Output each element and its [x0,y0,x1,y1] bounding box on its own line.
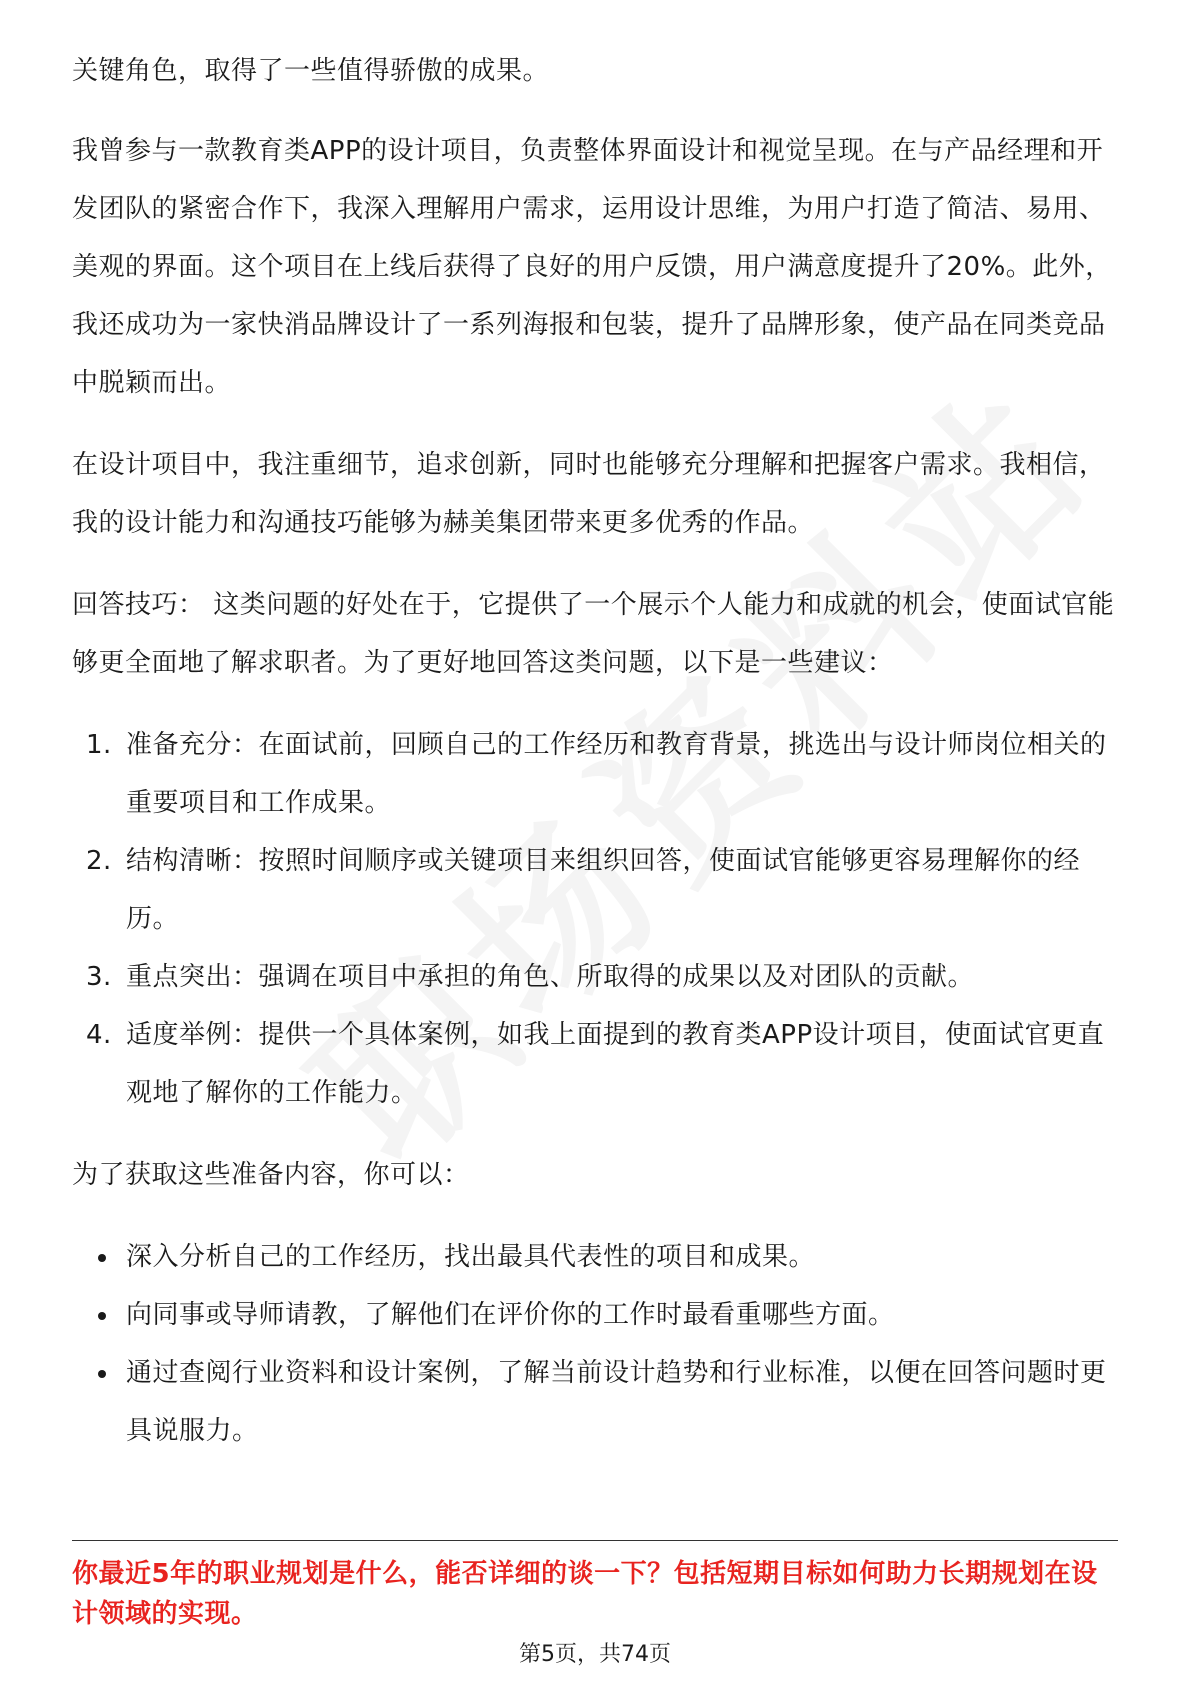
list-item-text: 准备充分：在面试前，回顾自己的工作经历和教育背景，挑选出与设计师岗位相关的重要项目和工作成果。 [126,730,1107,818]
list-item-number: 3. [86,962,112,992]
list-item-text: 深入分析自己的工作经历，找出最具代表性的项目和成果。 [126,1242,816,1272]
section-divider [72,1540,1118,1541]
list-item [72,948,1118,1006]
list-item [72,716,1118,832]
list-item [72,1006,1118,1122]
list-item-number: 4. [86,1020,112,1050]
bullet-dot-icon [98,1312,106,1320]
list-item [72,1344,1118,1460]
paragraph-closing-statement: 在设计项目中，我注重细节，追求创新，同时也能够充分理解和把握客户需求。我相信，我的设计能力和沟通技巧能够为赫美集团带来更多优秀的作品。 [72,450,1106,538]
list-item-text: 重点突出：强调在项目中承担的角色、所取得的成果以及对团队的贡献。 [126,962,975,992]
list-item-text: 适度举例：提供一个具体案例，如我上面提到的教育类APP设计项目，使面试官更直观地了解你的工作能力。 [126,1020,1105,1108]
list-item [72,832,1118,948]
paragraph-preparation-intro: 为了获取这些准备内容，你可以： [72,1160,470,1190]
next-question-heading: 你最近5年的职业规划是什么，能否详细的谈一下？包括短期目标如何助力长期规划在设计领域的实现。 [72,1559,1098,1629]
list-item [72,1228,1118,1286]
list-item-number: 1. [86,730,112,760]
list-item-number: 2. [86,846,112,876]
paragraph-project-experience: 我曾参与一款教育类APP的设计项目，负责整体界面设计和视觉呈现。在与产品经理和开发团队的紧密合作下，我深入理解用户需求，运用设计思维，为用户打造了简洁、易用、美观的界面。这个项目在上线后获得了良好的用户反馈，用户满意度提升了20%。此外，我还成功为一家快消品牌设计了一系列海报和包装，提升了品牌形象，使产品在同类竞品中脱颖而出。 [72,136,1112,398]
paragraph-answer-tips: 回答技巧： 这类问题的好处在于，它提供了一个展示个人能力和成就的机会，使面试官能够更全面地了解求职者。为了更好地回答这类问题，以下是一些建议： [72,590,1115,678]
bullet-dot-icon [98,1370,106,1378]
list-item-text: 向同事或导师请教，了解他们在评价你的工作时最看重哪些方面。 [126,1300,895,1330]
bullet-dot-icon [98,1254,106,1262]
page-number: 第5页，共74页 [519,1642,671,1667]
page-content [72,42,1118,1484]
list-item [72,1286,1118,1344]
tips-list [72,716,1118,1122]
list-item-text: 结构清晰：按照时间顺序或关键项目来组织回答，使面试官能够更容易理解你的经历。 [126,846,1081,934]
bullet-list [72,1228,1118,1460]
list-item-text: 通过查阅行业资料和设计案例，了解当前设计趋势和行业标准，以便在回答问题时更具说服力。 [126,1358,1107,1446]
paragraph-intro-continuation: 关键角色，取得了一些值得骄傲的成果。 [72,56,550,86]
